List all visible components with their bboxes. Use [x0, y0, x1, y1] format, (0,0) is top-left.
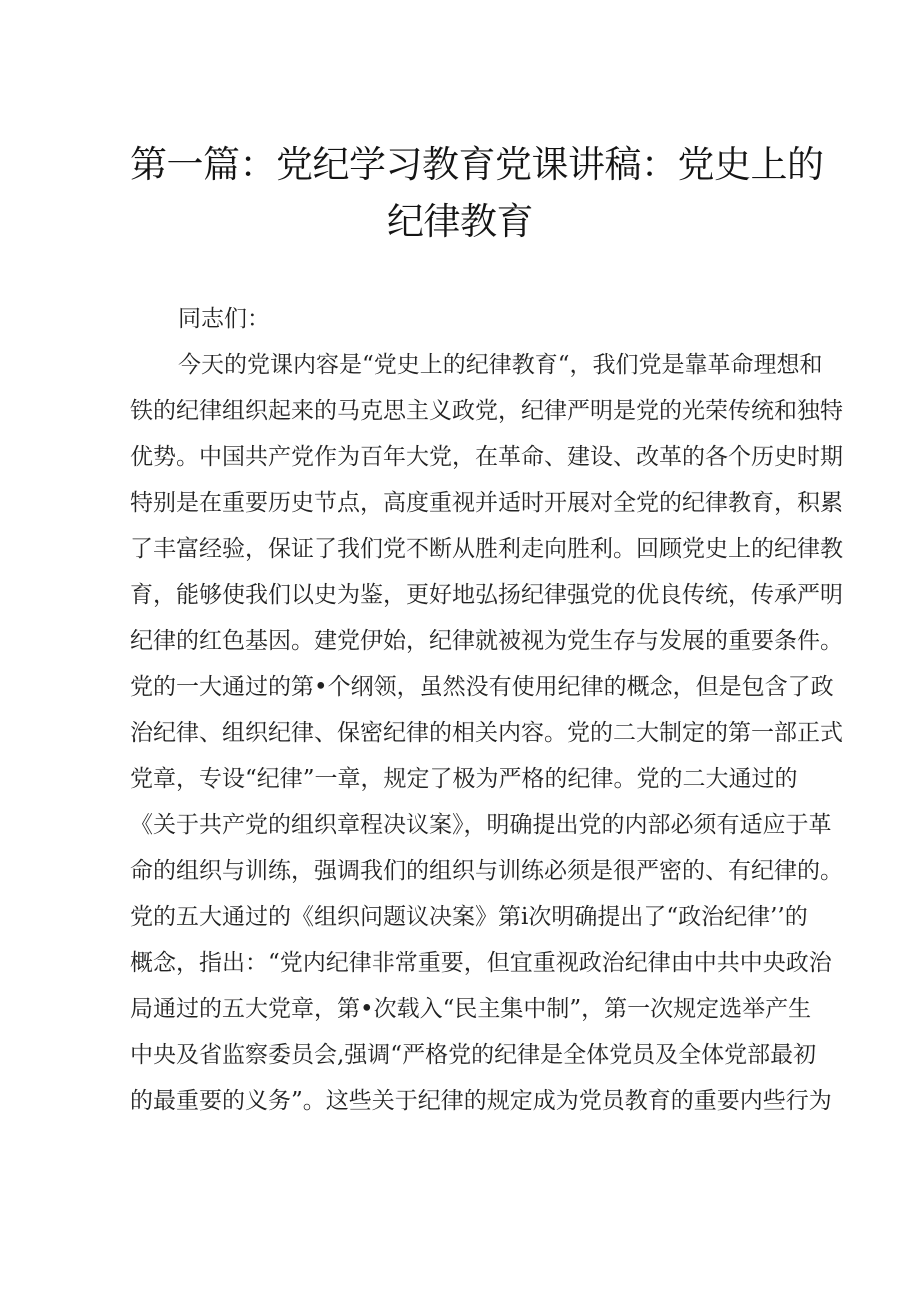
paragraph-line: 党章，专设“纪律”一章，规定了极为严格的纪律。党的二大通过的: [130, 766, 798, 792]
paragraph-line: 治纪律、组织纪律、保密纪律的相关内容。党的二大制定的第一部正式: [130, 720, 843, 746]
paragraph-line: 育，能够使我们以史为鉴，更好地弘扬纪律强党的优良传统，传承严明: [130, 582, 843, 608]
paragraph-line: 《关于共产党的组织章程决议案》，明确提出党的内部必须有适应于革: [130, 812, 832, 838]
paragraph-line: 的最重要的义务”。这些关于纪律的规定成为党员教育的重要内些行为: [130, 1088, 832, 1114]
paragraph-line: 今天的党课内容是“党史上的纪律教育“，我们党是靠革命理想和: [178, 352, 823, 378]
paragraph-line: 党的五大通过的《组织问题议决案》第i次明确提出了“政治纪律’’的: [130, 904, 808, 930]
document-title-line-1: 第一篇：党纪学习教育党课讲稿：党史上的: [130, 143, 824, 186]
paragraph-line: 中央及省监察委员会,强调“严格党的纪律是全体党员及全体党部最初: [130, 1042, 817, 1068]
paragraph-line: 概念，指出：“党内纪律非常重要，但宜重视政治纪律由中共中央政治: [130, 950, 832, 976]
paragraph-line: 特别是在重要历史节点，高度重视并适时开展对全党的纪律教育，积累: [130, 490, 843, 516]
paragraph-line: 纪律的红色基因。建党伊始，纪律就被视为党生存与发展的重要条件。: [130, 628, 843, 654]
salutation: 同志们：: [178, 306, 270, 332]
paragraph-line: 局通过的五大党章，第•次载入“民主集中制”，第一次规定选举产生: [130, 996, 812, 1022]
document-title-line-2: 纪律教育: [387, 200, 533, 243]
paragraph-line: 了丰富经验，保证了我们党不断从胜利走向胜利。回顾党史上的纪律教: [130, 536, 843, 562]
paragraph-line: 党的一大通过的第•个纲领，虽然没有使用纪律的概念，但是包含了政: [130, 674, 834, 700]
paragraph-line: 铁的纪律组织起来的马克思主义政党，纪律严明是党的光荣传统和独特: [130, 398, 843, 424]
paragraph-line: 优势。中国共产党作为百年大党，在革命、建设、改革的各个历史时期: [130, 444, 843, 470]
paragraph-line: 命的组织与训练，强调我们的组织与训练必须是很严密的、有纪律的。: [130, 858, 843, 884]
